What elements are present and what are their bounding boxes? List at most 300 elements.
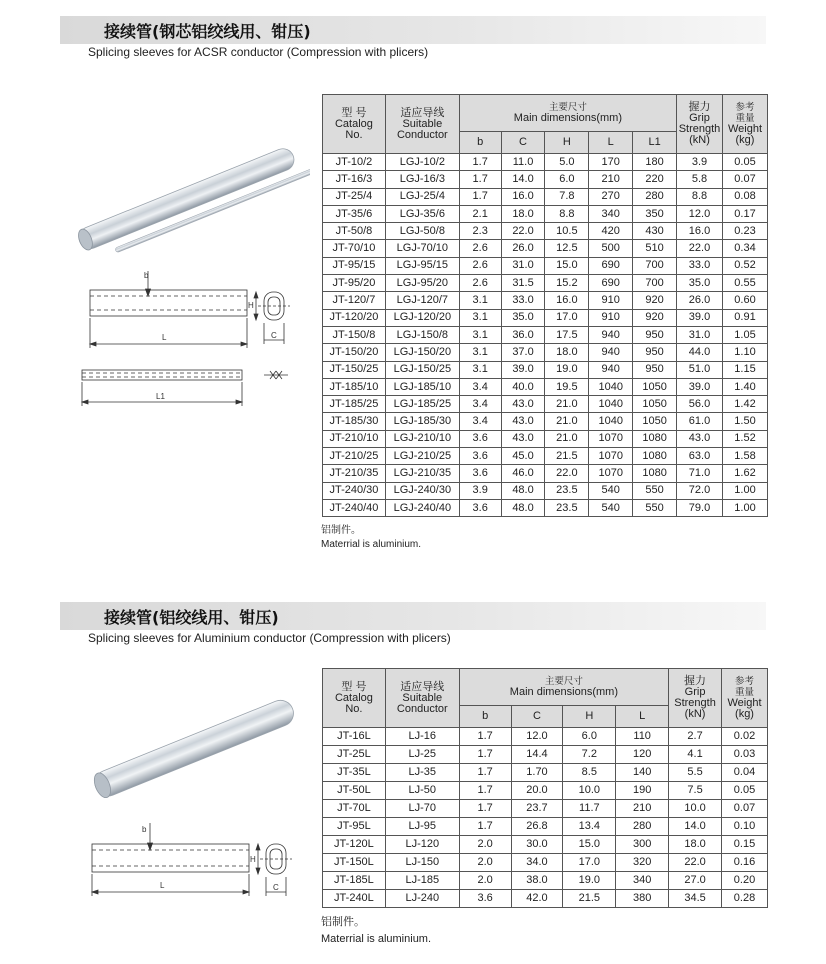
table-cell: 39.0	[677, 309, 723, 326]
table-cell: 14.0	[501, 171, 545, 188]
spec-table-aluminium	[322, 668, 768, 908]
table-cell: 33.0	[677, 257, 723, 274]
table-cell: 21.0	[545, 430, 589, 447]
table-cell: 17.5	[545, 326, 589, 343]
table-cell: 1.00	[722, 482, 767, 499]
table-cell: 16.0	[677, 223, 723, 240]
table-cell: LGJ-95/20	[385, 275, 459, 292]
table-cell: JT-240/30	[323, 482, 386, 499]
table-cell: 690	[589, 275, 633, 292]
table-cell: 14.4	[511, 746, 563, 764]
table-cell: 23.5	[545, 499, 589, 516]
table-cell: 0.55	[722, 275, 767, 292]
col-weight: 参考 重量 Weight (kg)	[722, 669, 768, 728]
label-h: H	[250, 855, 256, 864]
table-cell: 6.0	[545, 171, 589, 188]
table-cell: 3.1	[459, 326, 501, 343]
table-cell: 23.7	[511, 800, 563, 818]
table-cell: 2.3	[459, 223, 501, 240]
table-cell: 0.91	[722, 309, 767, 326]
table-row	[323, 275, 768, 292]
section1-title-band	[60, 16, 766, 44]
table-cell: 690	[589, 257, 633, 274]
table-cell: LJ-240	[385, 890, 459, 908]
table-cell: 340	[616, 872, 669, 890]
col-h: H	[563, 706, 616, 728]
table-cell: 8.5	[563, 764, 616, 782]
table-cell: LGJ-25/4	[385, 188, 459, 205]
table-cell: 1080	[633, 430, 677, 447]
col-c: C	[511, 706, 563, 728]
table-cell: 17.0	[545, 309, 589, 326]
table-cell: 0.28	[722, 890, 768, 908]
table-cell: JT-35/6	[323, 205, 386, 222]
table-cell: 1070	[589, 448, 633, 465]
col-main-dimensions: 主要尺寸 Main dimensions(mm)	[459, 95, 676, 132]
table-cell: 7.5	[669, 782, 722, 800]
table-cell: 1080	[633, 448, 677, 465]
table-cell: 31.0	[501, 257, 545, 274]
table-cell: LJ-150	[385, 854, 459, 872]
table-row	[323, 764, 768, 782]
table-row	[323, 257, 768, 274]
table-cell: JT-35L	[323, 764, 386, 782]
table-row	[323, 818, 768, 836]
table-cell: JT-50L	[323, 782, 386, 800]
table-cell: 3.1	[459, 309, 501, 326]
table-cell: 3.1	[459, 344, 501, 361]
table-cell: 210	[616, 800, 669, 818]
table-cell: 7.2	[563, 746, 616, 764]
table-cell: 3.9	[459, 482, 501, 499]
table-cell: 1.10	[722, 344, 767, 361]
table-cell: 700	[633, 275, 677, 292]
col-grip-strength: 握力 Grip Strength (kN)	[669, 669, 722, 728]
table-cell: 110	[616, 728, 669, 746]
section2-subtitle: Splicing sleeves for Aluminium conductor (Compression with plicers)	[88, 631, 451, 645]
table-cell: 43.0	[501, 396, 545, 413]
table-cell: 340	[589, 205, 633, 222]
table-row	[323, 205, 768, 222]
table-cell: JT-210/35	[323, 465, 386, 482]
col-weight: 参考 重量 Weight (kg)	[722, 95, 767, 154]
table-cell: 5.5	[669, 764, 722, 782]
table-cell: 3.1	[459, 292, 501, 309]
table-row	[323, 836, 768, 854]
table-row	[323, 240, 768, 257]
table-cell: LGJ-16/3	[385, 171, 459, 188]
table-cell: JT-16/3	[323, 171, 386, 188]
col-b: b	[459, 706, 511, 728]
table-cell: 1.62	[722, 465, 767, 482]
label-b: b	[144, 271, 149, 280]
table-cell: JT-240L	[323, 890, 386, 908]
table-cell: 1.7	[459, 764, 511, 782]
table-cell: JT-185/10	[323, 378, 386, 395]
table-cell: 7.8	[545, 188, 589, 205]
table-cell: 15.2	[545, 275, 589, 292]
table-cell: 22.0	[501, 223, 545, 240]
table-cell: 21.5	[563, 890, 616, 908]
table-cell: 0.08	[722, 188, 767, 205]
table-cell: 26.8	[511, 818, 563, 836]
label-l: L	[162, 333, 167, 342]
table-cell: 10.5	[545, 223, 589, 240]
table-cell: JT-25/4	[323, 188, 386, 205]
label-c: C	[271, 331, 277, 340]
table-row	[323, 800, 768, 818]
table-cell: 0.05	[722, 154, 767, 171]
table-cell: JT-95/15	[323, 257, 386, 274]
table-cell: 16.0	[545, 292, 589, 309]
table-cell: 300	[616, 836, 669, 854]
table-cell: LGJ-120/7	[385, 292, 459, 309]
table-cell: 170	[589, 154, 633, 171]
table-cell: JT-120L	[323, 836, 386, 854]
sleeve-drawing-aluminium	[80, 820, 305, 905]
table-cell: 1050	[633, 396, 677, 413]
note-en: Materrial is aluminium.	[321, 539, 422, 550]
table-cell: 36.0	[501, 326, 545, 343]
table-cell: 910	[589, 309, 633, 326]
label-l1: L1	[156, 392, 165, 401]
col-catalog: 型 号 Catalog No.	[323, 95, 386, 154]
table-cell: 1070	[589, 465, 633, 482]
table-cell: 0.05	[722, 782, 768, 800]
table-cell: 0.34	[722, 240, 767, 257]
table-cell: 0.04	[722, 764, 768, 782]
table-cell: 140	[616, 764, 669, 782]
table-cell: 12.5	[545, 240, 589, 257]
table-cell: 0.23	[722, 223, 767, 240]
table-row	[323, 499, 768, 516]
table-cell: 510	[633, 240, 677, 257]
table-cell: 34.5	[669, 890, 722, 908]
table-cell: JT-210/10	[323, 430, 386, 447]
table-cell: 380	[616, 890, 669, 908]
table-cell: 33.0	[501, 292, 545, 309]
table-cell: LGJ-240/30	[385, 482, 459, 499]
table-cell: 79.0	[677, 499, 723, 516]
table-cell: 3.9	[677, 154, 723, 171]
table-cell: 1.7	[459, 800, 511, 818]
table-cell: 23.5	[545, 482, 589, 499]
table-cell: JT-185/25	[323, 396, 386, 413]
table-cell: LJ-185	[385, 872, 459, 890]
table-cell: 920	[633, 292, 677, 309]
table-cell: JT-150L	[323, 854, 386, 872]
table-row	[323, 396, 768, 413]
table-cell: JT-70/10	[323, 240, 386, 257]
table-cell: JT-150/8	[323, 326, 386, 343]
table-cell: JT-25L	[323, 746, 386, 764]
table-cell: LJ-25	[385, 746, 459, 764]
col-b: b	[459, 132, 501, 154]
table-row	[323, 361, 768, 378]
table-cell: 22.0	[677, 240, 723, 257]
col-main-dimensions: 主要尺寸 Main dimensions(mm)	[459, 669, 668, 706]
table-cell: 35.0	[677, 275, 723, 292]
table-row	[323, 728, 768, 746]
col-catalog: 型 号 Catalog No.	[323, 669, 386, 728]
table-cell: 190	[616, 782, 669, 800]
table-cell: JT-185L	[323, 872, 386, 890]
table-cell: JT-150/20	[323, 344, 386, 361]
table-cell: JT-70L	[323, 800, 386, 818]
table-cell: LGJ-70/10	[385, 240, 459, 257]
table-cell: LGJ-210/25	[385, 448, 459, 465]
table-cell: 2.1	[459, 205, 501, 222]
table-cell: 1.50	[722, 413, 767, 430]
table-cell: LGJ-95/15	[385, 257, 459, 274]
table-cell: 3.6	[459, 499, 501, 516]
table-cell: 0.52	[722, 257, 767, 274]
table-cell: 38.0	[511, 872, 563, 890]
table-cell: 30.0	[511, 836, 563, 854]
table-cell: 46.0	[501, 465, 545, 482]
table-cell: 2.7	[669, 728, 722, 746]
table-cell: 17.0	[563, 854, 616, 872]
table-cell: 15.0	[545, 257, 589, 274]
table-cell: 1.7	[459, 154, 501, 171]
table-cell: LJ-120	[385, 836, 459, 854]
table-cell: 43.0	[501, 413, 545, 430]
table-cell: 72.0	[677, 482, 723, 499]
table-cell: 16.0	[501, 188, 545, 205]
table-cell: 3.4	[459, 413, 501, 430]
col-l1: L1	[633, 132, 677, 154]
table-cell: 31.5	[501, 275, 545, 292]
table-cell: 26.0	[501, 240, 545, 257]
table-cell: 34.0	[511, 854, 563, 872]
table-cell: 350	[633, 205, 677, 222]
table-cell: LGJ-150/20	[385, 344, 459, 361]
table-cell: 280	[616, 818, 669, 836]
table-cell: LGJ-240/40	[385, 499, 459, 516]
table-cell: 39.0	[677, 378, 723, 395]
section1-title: 接续管(钢芯铝绞线用、钳压)	[104, 22, 311, 41]
table-cell: 26.0	[677, 292, 723, 309]
table-cell: JT-150/25	[323, 361, 386, 378]
table-cell: 320	[616, 854, 669, 872]
table-cell: 2.0	[459, 836, 511, 854]
table-cell: JT-210/25	[323, 448, 386, 465]
table-cell: 2.0	[459, 872, 511, 890]
table-cell: 950	[633, 326, 677, 343]
table-cell: 43.0	[501, 430, 545, 447]
table-cell: LGJ-210/35	[385, 465, 459, 482]
table-cell: 0.16	[722, 854, 768, 872]
table-cell: 21.0	[545, 396, 589, 413]
spec-table-acsr	[322, 94, 768, 517]
table-cell: LJ-16	[385, 728, 459, 746]
col-l: L	[589, 132, 633, 154]
table-cell: 1050	[633, 413, 677, 430]
table-cell: 540	[589, 482, 633, 499]
table-cell: 13.4	[563, 818, 616, 836]
table-cell: 37.0	[501, 344, 545, 361]
table-row	[323, 746, 768, 764]
table-cell: 1.05	[722, 326, 767, 343]
table-cell: 1.52	[722, 430, 767, 447]
table-cell: 1070	[589, 430, 633, 447]
table-row	[323, 326, 768, 343]
table-cell: 910	[589, 292, 633, 309]
table-cell: 14.0	[669, 818, 722, 836]
table-cell: 430	[633, 223, 677, 240]
table-cell: 1.7	[459, 818, 511, 836]
table-cell: LGJ-150/8	[385, 326, 459, 343]
table-cell: LGJ-185/30	[385, 413, 459, 430]
note-en: Materrial is aluminium.	[321, 933, 432, 945]
label-h: H	[248, 301, 254, 310]
table-cell: 1080	[633, 465, 677, 482]
table-cell: 18.0	[501, 205, 545, 222]
table-cell: 210	[589, 171, 633, 188]
table-cell: JT-16L	[323, 728, 386, 746]
table-cell: 71.0	[677, 465, 723, 482]
table-cell: 27.0	[669, 872, 722, 890]
col-conductor: 适应导线 Suitable Conductor	[385, 95, 459, 154]
table-row	[323, 872, 768, 890]
table-cell: 1040	[589, 413, 633, 430]
table-cell: LGJ-50/8	[385, 223, 459, 240]
table-row	[323, 292, 768, 309]
table-cell: 220	[633, 171, 677, 188]
table-cell: 550	[633, 499, 677, 516]
table-cell: 8.8	[677, 188, 723, 205]
table-row	[323, 171, 768, 188]
table-cell: 3.6	[459, 430, 501, 447]
table-cell: 21.5	[545, 448, 589, 465]
col-conductor: 适应导线 Suitable Conductor	[385, 669, 459, 728]
table-cell: 0.17	[722, 205, 767, 222]
table-cell: 2.6	[459, 257, 501, 274]
table-cell: 51.0	[677, 361, 723, 378]
table-cell: 270	[589, 188, 633, 205]
table-cell: 63.0	[677, 448, 723, 465]
col-h: H	[545, 132, 589, 154]
table-cell: LJ-35	[385, 764, 459, 782]
table-cell: 940	[589, 361, 633, 378]
table-cell: 31.0	[677, 326, 723, 343]
table-cell: JT-50/8	[323, 223, 386, 240]
table-cell: 1.70	[511, 764, 563, 782]
table-cell: 8.8	[545, 205, 589, 222]
table-cell: 22.0	[545, 465, 589, 482]
table-cell: 20.0	[511, 782, 563, 800]
table-cell: 5.8	[677, 171, 723, 188]
table-row	[323, 154, 768, 171]
table-cell: 950	[633, 344, 677, 361]
table-cell: 280	[633, 188, 677, 205]
table-cell: 420	[589, 223, 633, 240]
table-cell: 3.1	[459, 361, 501, 378]
table-cell: 1.15	[722, 361, 767, 378]
table-cell: 700	[633, 257, 677, 274]
table-cell: 3.4	[459, 378, 501, 395]
table-cell: 40.0	[501, 378, 545, 395]
col-l: L	[616, 706, 669, 728]
table-row	[323, 465, 768, 482]
table-cell: 500	[589, 240, 633, 257]
table-cell: 1040	[589, 396, 633, 413]
table-cell: 19.5	[545, 378, 589, 395]
table-cell: 1.58	[722, 448, 767, 465]
table-cell: LGJ-120/20	[385, 309, 459, 326]
table-cell: 3.6	[459, 448, 501, 465]
table-cell: 6.0	[563, 728, 616, 746]
table-cell: 920	[633, 309, 677, 326]
table-cell: 2.6	[459, 275, 501, 292]
table-cell: 12.0	[511, 728, 563, 746]
table-cell: 0.15	[722, 836, 768, 854]
table-row	[323, 482, 768, 499]
table-cell: JT-95L	[323, 818, 386, 836]
sleeve-drawing-acsr	[78, 268, 303, 408]
table-row	[323, 854, 768, 872]
table-cell: 0.07	[722, 171, 767, 188]
table-cell: 540	[589, 499, 633, 516]
table-cell: 11.0	[501, 154, 545, 171]
section2-title: 接续管(铝绞线用、钳压)	[104, 608, 279, 627]
table-cell: LGJ-150/25	[385, 361, 459, 378]
table-cell: 1.7	[459, 782, 511, 800]
table-cell: 0.07	[722, 800, 768, 818]
section2-title-band	[60, 602, 766, 630]
table-cell: 550	[633, 482, 677, 499]
table-cell: 22.0	[669, 854, 722, 872]
table-row	[323, 448, 768, 465]
table-cell: LGJ-10/2	[385, 154, 459, 171]
table-cell: 39.0	[501, 361, 545, 378]
table-cell: 15.0	[563, 836, 616, 854]
table-cell: JT-185/30	[323, 413, 386, 430]
table-row	[323, 890, 768, 908]
sleeve-photo-acsr	[60, 130, 310, 260]
table-cell: 61.0	[677, 413, 723, 430]
table-cell: 1.00	[722, 499, 767, 516]
table-cell: 940	[589, 344, 633, 361]
table-cell: 18.0	[669, 836, 722, 854]
table-cell: 18.0	[545, 344, 589, 361]
table-cell: 2.0	[459, 854, 511, 872]
table-cell: 10.0	[563, 782, 616, 800]
table-cell: 1.42	[722, 396, 767, 413]
table-cell: 21.0	[545, 413, 589, 430]
col-grip-strength: 握力 Grip Strength (kN)	[677, 95, 723, 154]
table-cell: JT-120/7	[323, 292, 386, 309]
label-b: b	[142, 825, 147, 834]
table-row	[323, 782, 768, 800]
table-cell: LGJ-35/6	[385, 205, 459, 222]
table-cell: 2.6	[459, 240, 501, 257]
table-cell: JT-120/20	[323, 309, 386, 326]
table-cell: 3.6	[459, 890, 511, 908]
table-cell: 4.1	[669, 746, 722, 764]
table-cell: JT-10/2	[323, 154, 386, 171]
note-zh: 铝制件。	[321, 916, 365, 928]
table-cell: 56.0	[677, 396, 723, 413]
table-cell: 0.02	[722, 728, 768, 746]
table-cell: LJ-50	[385, 782, 459, 800]
table-row	[323, 430, 768, 447]
table-cell: LJ-70	[385, 800, 459, 818]
table-cell: LGJ-210/10	[385, 430, 459, 447]
table-cell: 1.7	[459, 746, 511, 764]
label-l: L	[160, 881, 165, 890]
table-row	[323, 223, 768, 240]
